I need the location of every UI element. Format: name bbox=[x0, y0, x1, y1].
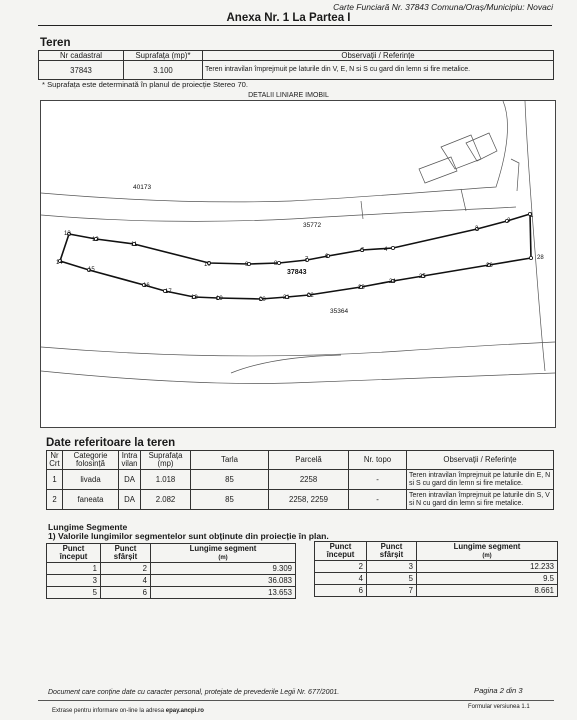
lot-divider-a bbox=[361, 201, 363, 219]
col-observatii: Observații / Referințe bbox=[407, 451, 554, 470]
cell-tarla: 85 bbox=[191, 490, 269, 510]
col-categorie: Categorie folosință bbox=[63, 451, 119, 470]
table-row bbox=[47, 490, 554, 510]
cell-nr-cadastral: 37843 bbox=[39, 61, 124, 80]
col-observatii: Observații / Referințe bbox=[203, 51, 554, 61]
building-outline bbox=[419, 157, 457, 183]
segments-title: Lungime Segmente bbox=[48, 522, 128, 532]
cell-length: 13.653 bbox=[151, 587, 296, 599]
point-label-22: 22 bbox=[307, 293, 314, 299]
right-edge-line bbox=[525, 101, 545, 371]
table-row bbox=[47, 470, 554, 490]
cell-nr: 1 bbox=[47, 470, 63, 490]
point-label-11: 11 bbox=[131, 242, 138, 248]
cell-intravilan: DA bbox=[119, 470, 141, 490]
col-parcela: Parcelă bbox=[269, 451, 349, 470]
col-punct-inceput: Punct început bbox=[315, 542, 367, 561]
footer-extract-link[interactable]: epay.ancpi.ro bbox=[165, 708, 204, 714]
point-label-7: 7 bbox=[305, 257, 309, 263]
cell-observatii: Teren intravilan împrejmuit pe laturile din E, N si S cu gard din lemn si fire metalice. bbox=[407, 470, 554, 490]
cell-length: 12.233 bbox=[417, 561, 558, 573]
cell-length: 36.083 bbox=[151, 575, 296, 587]
table-row bbox=[315, 573, 558, 585]
point-label-20: 20 bbox=[259, 297, 266, 303]
col-punct-inceput: Punct început bbox=[47, 544, 101, 563]
col-lungime bbox=[151, 544, 296, 563]
footer-extract-text: Extrase pentru informare on-line la adresa bbox=[52, 708, 165, 714]
col-lungime-label: Lungime segment bbox=[189, 543, 257, 553]
point-label-21: 21 bbox=[283, 295, 290, 301]
page-number: Pagina 2 din 3 bbox=[474, 686, 523, 695]
table-row bbox=[315, 585, 558, 597]
cell-suprafata: 1.018 bbox=[141, 470, 191, 490]
cell-categorie: faneata bbox=[63, 490, 119, 510]
parcel-label-40173: 40173 bbox=[133, 184, 152, 191]
cell-length: 9.309 bbox=[151, 563, 296, 575]
cell-suprafata: 3.100 bbox=[124, 61, 203, 80]
point-label-15: 15 bbox=[88, 267, 95, 273]
point-label-23: 23 bbox=[358, 285, 365, 291]
point-label-18: 18 bbox=[191, 295, 198, 301]
point-label-12: 12 bbox=[92, 237, 99, 243]
table-row bbox=[47, 587, 296, 599]
cell-observatii: Teren intravilan împrejmuit pe laturile din V, E, N si S cu gard din lemn si fire metalice. bbox=[203, 61, 554, 80]
table-row bbox=[47, 563, 296, 575]
parcel-label-37843: 37843 bbox=[287, 269, 307, 276]
cell-tarla: 85 bbox=[191, 470, 269, 490]
point-label-6: 6 bbox=[325, 254, 329, 260]
map-title: DETALII LINIARE IMOBIL bbox=[248, 92, 329, 99]
bottom-curve-c bbox=[41, 371, 555, 384]
col-nr-topo: Nr. topo bbox=[349, 451, 407, 470]
cell-categorie: livada bbox=[63, 470, 119, 490]
cell-start: 3 bbox=[47, 575, 101, 587]
cell-end: 2 bbox=[101, 563, 151, 575]
parcel-map bbox=[40, 100, 556, 428]
cell-end: 4 bbox=[101, 575, 151, 587]
form-version: Formular versiunea 1.1 bbox=[468, 704, 530, 710]
col-lungime-unit: (m) bbox=[482, 552, 492, 559]
lot-divider-b bbox=[461, 189, 466, 211]
point-label-1: 1 bbox=[530, 213, 534, 219]
top-divider bbox=[38, 25, 552, 26]
table-row bbox=[47, 575, 296, 587]
cell-start: 6 bbox=[315, 585, 367, 597]
point-label-25: 25 bbox=[419, 274, 426, 280]
point-label-2: 2 bbox=[507, 218, 511, 224]
header-reference: Carte Funciară Nr. 37843 Comuna/Oraș/Municipiu: Novaci bbox=[333, 2, 553, 12]
segments-table-left bbox=[46, 543, 296, 599]
parcel-boundary-east bbox=[530, 214, 531, 258]
point-label-8: 8 bbox=[274, 261, 278, 267]
point-label-13: 13 bbox=[64, 231, 71, 237]
cell-nr: 2 bbox=[47, 490, 63, 510]
point-label-10: 10 bbox=[204, 262, 211, 268]
footer-divider bbox=[38, 700, 554, 701]
point-label-26: 26 bbox=[486, 263, 493, 269]
cell-end: 5 bbox=[367, 573, 417, 585]
cell-end: 7 bbox=[367, 585, 417, 597]
col-punct-sfarsit: Punct sfârșit bbox=[367, 542, 417, 561]
col-nr-crt: Nr Crt bbox=[47, 451, 63, 470]
col-lungime-unit: (m) bbox=[218, 554, 228, 561]
cell-start: 4 bbox=[315, 573, 367, 585]
col-intravilan: Intra vilan bbox=[119, 451, 141, 470]
cell-observatii: Teren intravilan împrejmuit pe laturile din S, V si N cu gard din lemn si fire metalice. bbox=[407, 490, 554, 510]
annex-title: Anexa Nr. 1 La Partea I bbox=[226, 12, 351, 24]
point-label-3: 3 bbox=[475, 226, 479, 232]
col-nr-cadastral: Nr cadastral bbox=[39, 51, 124, 61]
point-label-4: 4 bbox=[384, 247, 388, 253]
cell-topo: - bbox=[349, 490, 407, 510]
col-lungime bbox=[417, 542, 558, 561]
point-label-28: 28 bbox=[537, 255, 544, 261]
parcel-boundary-north bbox=[69, 214, 530, 264]
surface-note: * Suprafața este determinată în planul de proiecție Stereo 70. bbox=[42, 80, 249, 89]
section-title-teren: Teren bbox=[40, 37, 71, 49]
parcel-boundary-west bbox=[60, 234, 69, 261]
cell-length: 9.5 bbox=[417, 573, 558, 585]
point-label-16: 16 bbox=[143, 283, 150, 289]
road-upper-boundary bbox=[41, 101, 507, 202]
cell-length: 8.661 bbox=[417, 585, 558, 597]
footer-extract bbox=[52, 708, 204, 714]
point-label-14: 14 bbox=[56, 260, 63, 266]
parcel-label-35364: 35364 bbox=[330, 308, 349, 315]
segments-table-right bbox=[314, 541, 558, 597]
cell-parcela: 2258, 2259 bbox=[269, 490, 349, 510]
footer-legal-note: Document care conține date cu caracter personal, protejate de prevederile Legii Nr. 677/2001. bbox=[48, 689, 340, 696]
cell-end: 6 bbox=[101, 587, 151, 599]
land-table bbox=[38, 50, 554, 80]
point-label-9: 9 bbox=[245, 262, 249, 268]
col-lungime-label: Lungime segment bbox=[453, 541, 521, 551]
parcel-boundary-south bbox=[60, 258, 531, 299]
parcel-label-35772: 35772 bbox=[303, 222, 322, 229]
road-lower-boundary bbox=[41, 207, 516, 221]
cell-parcela: 2258 bbox=[269, 470, 349, 490]
section-title-date-referitoare: Date referitoare la teren bbox=[46, 437, 176, 449]
segments-subtitle: 1) Valorile lungimilor segmentelor sunt obținute din proiecție în plan. bbox=[48, 531, 329, 541]
point-label-5: 5 bbox=[361, 248, 365, 254]
parcel-map-drawing bbox=[41, 101, 555, 427]
bottom-curve-b bbox=[231, 355, 341, 373]
table-row bbox=[315, 561, 558, 573]
col-suprafata: Suprafața (mp) bbox=[141, 451, 191, 470]
cell-topo: - bbox=[349, 470, 407, 490]
point-label-19: 19 bbox=[216, 296, 223, 302]
point-label-17: 17 bbox=[165, 289, 172, 295]
cell-start: 5 bbox=[47, 587, 101, 599]
bottom-curve-a bbox=[41, 342, 555, 356]
land-details-table bbox=[46, 450, 554, 510]
cell-start: 1 bbox=[47, 563, 101, 575]
col-punct-sfarsit: Punct sfârșit bbox=[101, 544, 151, 563]
building-wing bbox=[441, 135, 481, 169]
point-label-24: 24 bbox=[389, 279, 396, 285]
cell-start: 2 bbox=[315, 561, 367, 573]
side-wall bbox=[511, 159, 519, 191]
cell-suprafata: 2.082 bbox=[141, 490, 191, 510]
cell-end: 3 bbox=[367, 561, 417, 573]
col-tarla: Tarla bbox=[191, 451, 269, 470]
cell-intravilan: DA bbox=[119, 490, 141, 510]
building-annex bbox=[466, 133, 497, 161]
col-suprafata: Suprafața (mp)* bbox=[124, 51, 203, 61]
